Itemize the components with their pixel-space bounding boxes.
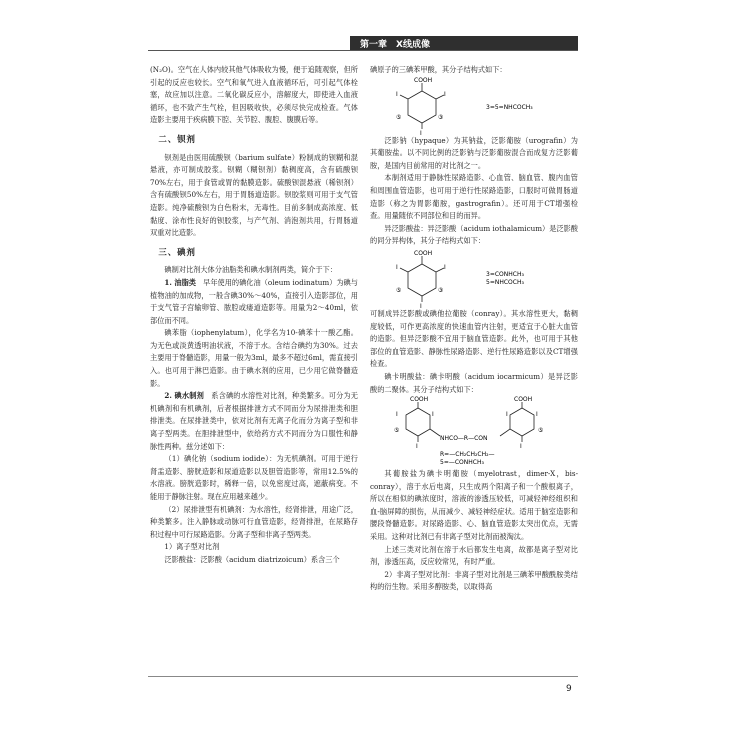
svg-text:I: I xyxy=(420,302,422,308)
svg-text:I: I xyxy=(536,411,538,419)
paragraph-iocarmate: 碘卡明酸盐：碘卡明酸（acidum iocarmicum）是异泛影酸的二聚体。其分子结构式如下： xyxy=(370,371,578,394)
paragraph-iodine-intro: 碘制对比剂大体分油脂类和碘水制剂两类，简介于下： xyxy=(164,265,337,275)
iothalamate-substituent-3: 3=CONHCH₃ xyxy=(486,270,524,278)
paragraph-conray: 可制成异泛影酸或碘他拉葡胺（conray）。其水溶性更大，黏稠度较低，可作更高浓度的快速血管内注射，更适宜于心脏大血管的造影。但异泛影酸不宜用于脑血管造影。此外，也可用于其他部位的血管造影、静脉性尿路造影、逆行性尿路造影以及CT增强检查。 xyxy=(370,308,578,369)
section-heading-iodine: 三、碘剂 xyxy=(158,246,196,257)
diatrizoate-structure xyxy=(370,77,578,135)
svg-text:I: I xyxy=(420,129,422,135)
oil-text: 早年使用的碘化油（oleum iodinatum）为碘与植物油的加成物，一般含碘30%～40%，直接引入造影部位，用于支气管子宫输卵管、脓腔或瘘道造影等。用量为2～40ml，依部位而不同。 xyxy=(150,277,358,325)
svg-text:I: I xyxy=(432,411,434,419)
page-number: 9 xyxy=(566,684,572,694)
water-text: 系含碘的水溶性对比剂，种类繁多。可分为无机碘剂和有机碘剂，后者根据排泄方式不同而分为尿排泄类和胆排泄类。在尿排泄类中，依对比剂有无离子化而分为离子型和非离子型两类。在胆排泄型中，依给药方式不同而分为口服性和静脉性两种。兹分述如下： xyxy=(150,391,358,451)
svg-text:I: I xyxy=(444,90,446,98)
svg-text:I: I xyxy=(506,411,508,419)
svg-text:I: I xyxy=(396,90,398,98)
paragraph-dimer: 其葡胺盐为碘卡明葡胺（myelotrast，dimer-X，bis-conray），溶于水后电离，只生成两个阳离子和一个酸根离子，所以在相似的碘浓度时，溶液的渗透压较低，可减轻神经组织和血-脑屏障的损伤，从而减少、减轻神经症状。适用于脑室造影和腰段脊髓造影。对尿路造影、心、脑血管造影太突出优点，无需采用。这种对比剂已有非离子型对比剂而被淘汰。 xyxy=(370,469,578,542)
svg-text:I: I xyxy=(396,263,398,271)
left-column xyxy=(150,64,358,567)
iocarmate-structure xyxy=(370,396,578,468)
paragraph-sodium-iodide: （1）碘化钠（sodium iodide）：为无机碘剂。可用于逆行肾盂造影、膀胱造影和尿道造影以及胆管造影等，常用12.5%的水溶液。膀胱造影时，稀释一倍，以免密度过高，遮蔽病变。不能用于静脉注射。现在应用越来越少。 xyxy=(150,454,358,501)
svg-text:⑤: ⑤ xyxy=(538,427,544,435)
svg-text:I: I xyxy=(520,443,522,451)
svg-text:⑤: ⑤ xyxy=(396,286,402,294)
paragraph-application: 本制剂适用于静脉性尿路造影、心血管、脑血管、腹内血管和周围血管造影，也可用于逆行性尿路造影，口服时可做胃肠道造影（称之为胃影葡胺，gastrografin）。还可用于CT增强检查。用量随依不同部位和目的而异。 xyxy=(370,173,578,221)
paragraph-urinary: （2）尿排泄型有机碘剂：为水溶性，经肾排泄，用途广泛，种类繁多。注入静脉或动脉可行血管造影，经肾排泄，在尿路存积过程中可行尿路造影。分离子型和非离子型两类。 xyxy=(150,504,358,539)
chapter-title: 第一章 X线成像 xyxy=(360,40,430,50)
diatrizoate-substituent: 3=5=NHCOCH₃ xyxy=(486,103,533,111)
paragraph-ionic-summary: 上述三类对比剂在溶于水后都发生电离，故都是离子型对比剂，渗透压高，反应较常见，有时严重。 xyxy=(370,544,578,567)
paragraph-iophenylate: 碘苯脂（iophenylatum），化学名为10-碘苯十一酸乙酯。为无色或淡黄透明油状液，不溶于水。含结合碘约为30%。过去主要用于脊髓造影，用量一般为3ml，最多不超过6ml，需直接引入。也可用于淋巴造影。由于碘水剂的应用，已少用它做脊髓造影。 xyxy=(150,328,358,388)
oil-subheading: 1. 油脂类 xyxy=(164,277,196,287)
header-rule xyxy=(148,50,578,51)
svg-text:COOH: COOH xyxy=(414,249,433,257)
svg-text:⑤: ⑤ xyxy=(394,427,400,435)
svg-text:COOH: COOH xyxy=(410,396,429,404)
svg-text:COOH: COOH xyxy=(414,76,433,84)
svg-text:③: ③ xyxy=(438,113,444,121)
paragraph-diatrizoate: 泛影酸盐：泛影酸（acidum diatrizoicum）系含三个 xyxy=(164,554,340,564)
svg-text:I: I xyxy=(416,443,418,451)
iothalamate-structure xyxy=(370,248,578,308)
right-column xyxy=(370,64,578,594)
svg-text:③: ③ xyxy=(438,286,444,294)
svg-text:COOH: COOH xyxy=(514,396,533,404)
svg-text:⑤: ⑤ xyxy=(396,113,402,121)
paragraph-hypaque: 泛影钠（hypaque）为其钠盐，泛影葡胺（urografin）为其葡胺盐。以不同比例的泛影钠与泛影葡胺混合而成复方泛影葡胺，是国内目前常用的对比剂之一。 xyxy=(370,135,578,170)
svg-text:I: I xyxy=(444,263,446,271)
iocarmate-r-group: R=—CH₂CH₂CH₂— xyxy=(440,451,495,459)
water-subheading: 2. 碘水制剂 xyxy=(164,391,204,401)
iocarmate-linker: NHCO—R—CON xyxy=(440,435,488,443)
svg-text:I: I xyxy=(396,411,398,419)
paragraph-oil xyxy=(150,277,358,327)
paragraph-nonionic: 2）非离子型对比剂：非离子型对比剂是三碘苯甲酸酰胺类结构的衍生物。采用多醇胺类，以取得高 xyxy=(370,569,578,592)
paragraph-gas: (N₂O)。空气在人体内较其他气体吸收为慢，便于追随观察，但所引起的反应也较长。空气和氧气进入血液循环后，可引起气体栓塞，故应加以注意。二氧化碳反应小，溶解度大，即使进入血液循环，也不致产生气栓，但因吸收快，必须尽快完成检查。气体造影主要用于疾病膜下腔、关节腔、腹腔、腹膜后等。 xyxy=(150,65,358,125)
footer-rule xyxy=(148,676,578,677)
paragraph-barium: 钡剂是由医用硫酸钡（barium sulfate）粉制成的钡糊和混悬液，亦可制成胶浆。钡糊（糊钡剂）黏稠度高，含有硫酸钡70%左右，用于食管或胃的黏膜造影。硫酸钡混悬液（稀钡剂）含有硫酸钡50%左右，用于胃肠道造影。钡胶浆则可用于支气管造影。纯净硫酸钡为白色粉末，无毒性。目前多制成高浓度、低黏度、涂布性良好的钡胶浆，与产气剂、消泡剂共用，行胃肠道双重对比造影。 xyxy=(150,152,358,238)
paragraph-iothalamate: 异泛影酸盐：异泛影酸（acidum iothalamicum）是泛影酸的同分异构体，其分子结构式如下： xyxy=(370,223,578,246)
iothalamate-substituent-5: 5=NHCOCH₃ xyxy=(486,278,524,286)
iocarmate-substituent-5: 5=—CONHCH₃ xyxy=(440,459,484,467)
paragraph-water xyxy=(150,390,358,453)
section-heading-barium: 二、钡剂 xyxy=(158,133,196,144)
paragraph-ionic: 1）离子型对比剂 xyxy=(164,542,220,552)
paragraph-top: 碘原子的三碘苯甲酸，其分子结构式如下： xyxy=(370,65,507,74)
